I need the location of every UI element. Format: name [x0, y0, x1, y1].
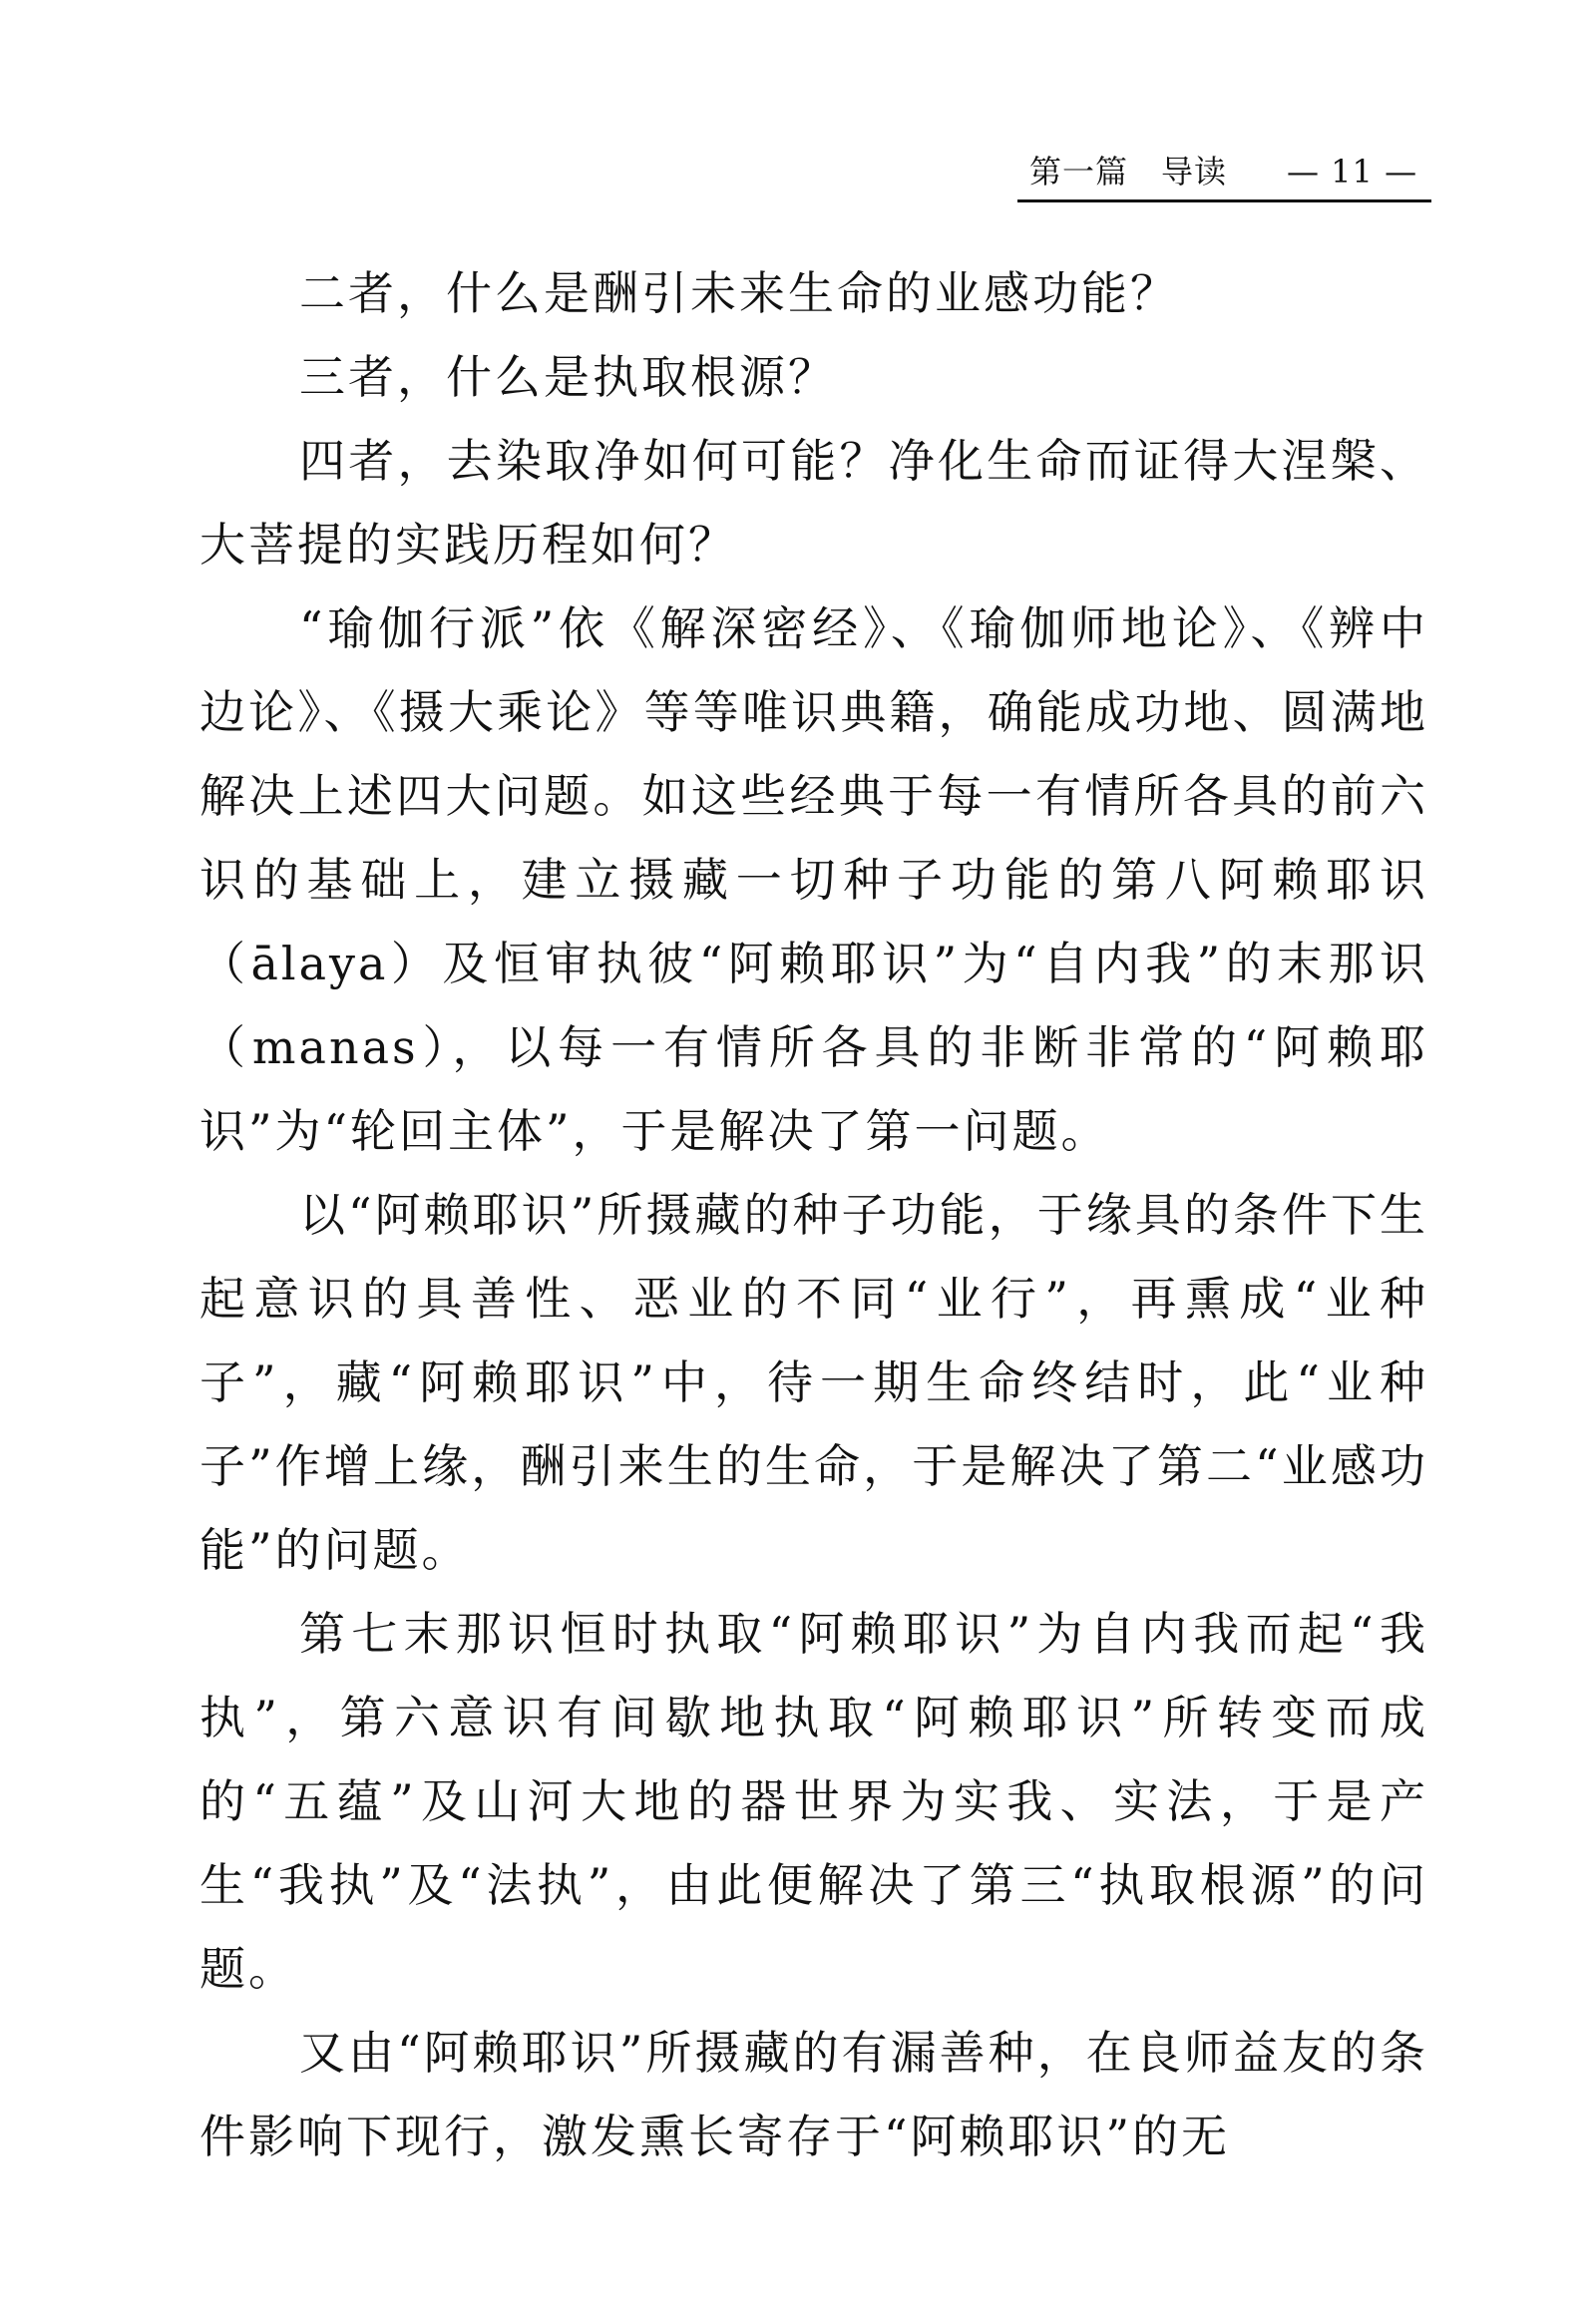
paragraph-3: 四者，去染取净如何可能？净化生命而证得大涅槃、大菩提的实践历程如何？ [200, 434, 1428, 572]
header-rule [1017, 199, 1431, 202]
page-number: — 11 — [1287, 153, 1418, 191]
paragraph-7: 又由“阿赖耶识”所摄藏的有漏善种，在良师益友的条件影响下现行，激发熏长寄存于“阿赖耶识”的无 [200, 2026, 1428, 2163]
section-title: 第一篇 导读 [1029, 153, 1228, 191]
body-text [200, 251, 1428, 2178]
paragraph-1: 二者，什么是酬引未来生命的业感功能？ [299, 266, 1179, 320]
paragraph-6: 第七末那识恒时执取“阿赖耶识”为自内我而起“我执”，第六意识有间歇地执取“阿赖耶识”所转变而成的“五蕴”及山河大地的器世界为实我、实法，于是产生“我执”及“法执”，由此便解决了第三“执取根源”的问题。 [200, 1607, 1428, 1996]
paragraph-4: “瑜伽行派”依《解深密经》、《瑜伽师地论》、《辨中边论》、《摄大乘论》等等唯识典籍，确能成功地、圆满地解决上述四大问题。如这些经典于每一有情所各具的前六识的基础上，建立摄藏一切种子功能的第八阿赖耶识（ālaya）及恒审执彼“阿赖耶识”为“自内我”的末那识（manas），以每一有情所各具的非断非常的“阿赖耶识”为“轮回主体”，于是解决了第一问题。 [200, 601, 1428, 1158]
running-header [1017, 148, 1431, 195]
paragraph-5: 以“阿赖耶识”所摄藏的种子功能，于缘具的条件下生起意识的具善性、恶业的不同“业行”，再熏成“业种子”，藏“阿赖耶识”中，待一期生命终结时，此“业种子”作增上缘，酬引来生的生命，于是解决了第二“业感功能”的问题。 [200, 1188, 1428, 1577]
paragraph-2: 三者，什么是执取根源？ [299, 350, 837, 404]
